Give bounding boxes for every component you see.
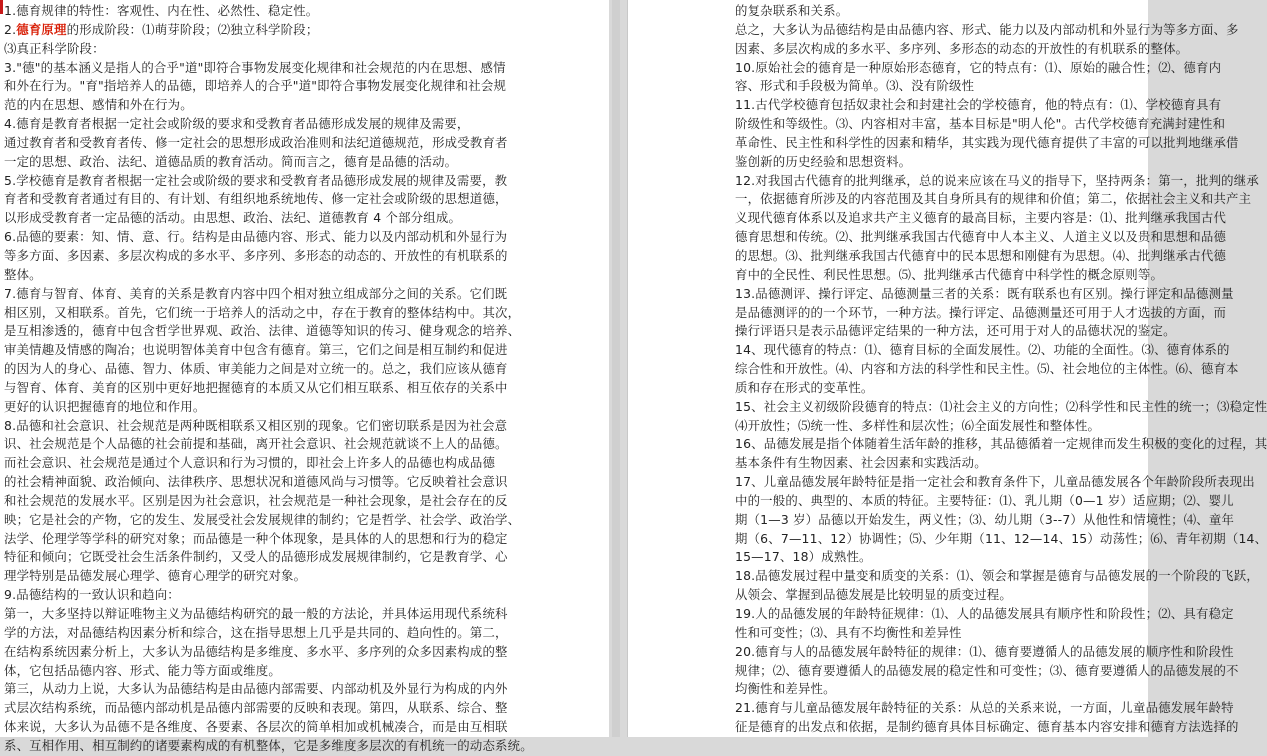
line-prefix: 2. [4, 21, 17, 37]
text-line: 均衡性和差异性。 [735, 681, 836, 697]
text-line: 体，它包括品德内容、形式、能力等方面或维度。 [4, 662, 281, 678]
text-line: 的社会精神面貌、政治倾向、法律秩序、思想状况和道德风尚与习惯等。它反映着社会意识 [4, 474, 508, 490]
text-line: 操行评语只是表示品德评定结果的一种方法，还可用于对人的品德状况的鉴定。 [735, 323, 1176, 339]
text-line: 是品德测评的的一个环节，一种方法。操行评定、品德测量还可用于人才选拔的方面，而 [735, 304, 1227, 320]
right-page-body [735, 2, 1267, 737]
text-line: 学的方法，对品德结构因素分析和综合，这在指导思想上几乎是共同的、趋向性的。第二， [4, 624, 508, 640]
text-line: 11.古代学校德育包括奴隶社会和封建社会的学校德育，他的特点有：⑴、学校德育具有 [735, 97, 1222, 113]
text-line: 和外在行为。"育"指培养人的品德，即培养人的合乎"道"即符合事物发展变化规律和社会规 [4, 78, 507, 94]
text-line: 综合性和开放性。⑷、内容和方法的科学性和民主性。⑸、社会地位的主体性。⑹、德育本 [735, 361, 1239, 377]
text-line: 特征和倾向；它既受社会生活条件制约，又受人的品德形成发展规律制约，它是教育学、心 [4, 549, 508, 565]
text-line: 理学特别是品德发展心理学、德育心理学的研究对象。 [4, 568, 307, 584]
text-line: 相区别，又相联系。首先，它们统一于培养人的活动之中，存在于教育的整体结构中。其次， [4, 304, 521, 320]
text-line: 义现代德育体系以及追求共产主义德育的最高目标，主要内容是：⑴、批判继承我国古代 [735, 210, 1227, 226]
text-line: 育者和受教育者通过有目的、有计划、有组织地系统地传、修一定社会或阶级的思想道德， [4, 191, 508, 207]
text-line: 基本条件有生物因素、社会因素和实践活动。 [735, 455, 987, 471]
highlighted-term: 德育原理 [16, 21, 67, 37]
text-line: 更好的认识把握德育的地位和作用。 [4, 398, 206, 414]
document-page-right [627, 0, 1267, 737]
text-line: 德育思想和传统。⑵、批判继承我国古代德育中人本主义、人道主义以及贵和思想和品德 [735, 229, 1227, 245]
text-line: 中的一般的、典型的、本质的特征。主要特征：⑴、乳儿期（0—1 岁）适应期；⑵、婴儿 [735, 492, 1234, 508]
text-line: 和社会规范的发展水平。区别是因为社会意识，社会规范是一种社会现象，是社会存在的反 [4, 492, 508, 508]
text-line: 从领会、掌握到品德发展是比较明显的质变过程。 [735, 587, 1012, 603]
left-page-body [4, 40, 609, 756]
text-line: 8.品德和社会意识、社会规范是两种既相联系又相区别的现象。它们密切联系是因为社会意 [4, 417, 508, 433]
text-line: 期（1—3 岁）品德以开始发生，两义性；⑶、幼儿期（3--7）从他性和情境性；⑷、童年 [735, 511, 1235, 527]
text-line: 15、社会主义初级阶段德育的特点：⑴社会主义的方向性；⑵科学性和民主性的统一；⑶稳定性 [735, 398, 1267, 414]
text-line: 审美情趣及情感的陶冶；也说明智体美育中包含有德育。第三，它们之间是相互制约和促进 [4, 342, 508, 358]
text-line: 容、形式和手段极为简单。⑶、没有阶级性 [735, 78, 975, 94]
text-line: 18.品德发展过程中量变和质变的关系：⑴、领会和掌握是德育与品德发展的一个阶段的飞跃， [735, 568, 1259, 584]
text-line: 19.人的品德发展的年龄特征规律：⑴、人的品德发展具有顺序性和阶段性；⑵、具有稳定 [735, 606, 1234, 621]
text-line: 的因为人的身心、品德、智力、体质、审美能力之间是对立统一的。总之，我们应该从德育 [4, 361, 508, 377]
text-line: ⑶真正科学阶段： [4, 40, 105, 56]
text-line: 而社会意识、社会规范是通过个人意识和行为习惯的，即社会上许多人的品德也构成品德 [4, 455, 496, 471]
text-line: 7.德育与智育、体育、美育的关系是教育内容中四个相对独立组成部分之间的关系。它们既 [4, 285, 508, 301]
text-line: 1.德育规律的特性：客观性、内在性、必然性、稳定性。 [4, 3, 319, 18]
text-line: 鉴创新的历史经验和思想资料。 [735, 153, 912, 169]
text-line: 17、儿童品德发展年龄特征是指一定社会和教育条件下，儿童品德发展各个年龄阶段所表现出 [735, 474, 1255, 490]
text-line: 12.对我国古代德育的批判继承，总的说来应该在马义的指导下，坚持两条：第一，批判的继承 [735, 172, 1259, 188]
text-line: ⑷开放性；⑸统一性、多样性和层次性；⑹全面发展性和整体性。 [735, 417, 1101, 433]
text-line: 20.德育与人的品德发展年龄特征的规律：⑴、德育要遵循人的品德发展的顺序性和阶段性 [735, 643, 1234, 659]
text-line: 通过教育者和受教育者传、修一定社会的思想形成政治准则和法纪道德规范，形成受教育者 [4, 134, 508, 150]
text-line: 育中的全民性、利民性思想。⑸、批判继承古代德育中科学性的概念原则等。 [735, 266, 1164, 282]
text-line: 15—17、18）成熟性。 [735, 549, 872, 565]
text-line: 一定的思想、政治、法纪、道德品质的教育活动。简而言之，德育是品德的活动。 [4, 153, 458, 169]
text-line: 在结构系统因素分析上，大多认为品德结构是多维度、多水平、多序列的众多因素构成的整 [4, 643, 508, 659]
text-line: 13.品德测评、操行评定、品德测量三者的关系：既有联系也有区别。操行评定和品德测量 [735, 285, 1234, 301]
text-line: 以形成受教育者一定品德的活动。由思想、政治、法纪、道德教育 4 个部分组成。 [4, 210, 462, 226]
red-margin-mark [0, 0, 3, 14]
text-line: 映；它是社会的产物，它的发生、发展受社会发展规律的制约；它是哲学、社会学、政治学、 [4, 511, 521, 527]
text-line: 阶级性和等级性。⑶、内容相对丰富，基本目标是"明人伦"。古代学校德育充满封建性和 [735, 116, 1226, 132]
text-line: 3."德"的基本涵义是指人的合乎"道"即符合事物发展变化规律和社会规范的内在思想、感情 [4, 59, 506, 75]
text-line: 因素、多层次构成的多水平、多序列、多形态的动态的开放性的有机联系的整体。 [735, 40, 1189, 56]
text-line: 21.德育与儿童品德发展年龄特征的关系：从总的关系来说，一方面，儿童品德发展年龄特 [735, 700, 1234, 716]
text-line: 整体。 [4, 266, 42, 282]
text-line: 范的内在思想、感情和外在行为。 [4, 97, 193, 113]
text-line: 的思想。⑶、批判继承我国古代德育中的民本思想和刚健有为思想。⑷、批判继承古代德 [735, 247, 1227, 263]
text-line: 14、现代德育的特点：⑴、德育目标的全面发展性。⑵、功能的全面性。⑶、德育体系的 [735, 342, 1230, 358]
text-line: 16、品德发展是指个体随着生活年龄的推移，其品德循着一定规律而发生积极的变化的过程，其 [735, 436, 1267, 452]
text-line: 5.学校德育是教育者根据一定社会或阶级的要求和受教育者品德形成发展的规律及需要，教 [4, 172, 508, 188]
line-suffix: 的形成阶段：⑴萌芽阶段；⑵独立科学阶段； [66, 21, 319, 37]
text-line: 性和可变性；⑶、具有不均衡性和差异性 [735, 624, 962, 640]
text-line: 的复杂联系和关系。 [735, 3, 849, 18]
text-line: 体来说，大多认为品德不是各维度、各要素、各层次的简单相加或机械凑合，而是由互相联 [4, 719, 508, 735]
text-line: 法学、伦理学等学科的研究对象；而品德是一种个体现象，是具体的人的思想和行为的稳定 [4, 530, 508, 546]
text-line: 规律；⑵、德育要遵循人的品德发展的稳定性和可变性；⑶、德育要遵循人的品德发展的不 [735, 662, 1239, 678]
text-line: 第三，从动力上说，大多认为品德结构是由品德内部需要、内部动机及外显行为构成的内外 [4, 681, 508, 697]
text-line: 4.德育是教育者根据一定社会或阶级的要求和受教育者品德形成发展的规律及需要， [4, 116, 470, 132]
text-line: 9.品德结构的一致认识和趋向： [4, 587, 180, 603]
text-line: 识、社会规范是个人品德的社会前提和基础，离开社会意识、社会规范就谈不上人的品德。 [4, 436, 508, 452]
text-line: 6.品德的要素：知、情、意、行。结构是由品德内容、形式、能力以及内部动机和外显行为 [4, 229, 508, 245]
text-line: 式层次结构系统，而品德内部动机是品德内部需要的反映和表现。第四，从联系、综合、整 [4, 700, 508, 716]
text-line: 与智育、体育、美育的区别中更好地把握德育的本质又从它们相互联系、相互依存的关系中 [4, 379, 508, 395]
text-line: 第一，大多坚持以辩证唯物主义为品德结构研究的最一般的方法论，并具体运用现代系统科 [4, 606, 508, 621]
scrollbar[interactable] [612, 0, 620, 737]
text-line: 系、互相作用、相互制约的诸要素构成的有机整体，它是多维度多层次的有机统一的动态系统。 [4, 737, 533, 753]
text-line: 总之，大多认为品德结构是由品德内容、形式、能力以及内部动机和外显行为等多方面、多 [735, 21, 1239, 37]
text-line: 等多方面、多因素、多层次构成的多水平、多序列、多形态的动态的、开放性的有机联系的 [4, 247, 508, 263]
text-line [4, 21, 504, 40]
text-line: 革命性、民主性和科学性的因素和精华，其实践为现代德育提供了丰富的可以批判地继承借 [735, 134, 1239, 150]
text-line: 一，依据德育所涉及的内容范围及其自身所具有的规律和价值；第二，依据社会主义和共产主 [735, 191, 1252, 207]
text-line: 期（6、7—11、12）协调性；⑸、少年期（11、12—14、15）动荡性；⑹、青年初期（14、 [735, 530, 1267, 546]
document-page-left [0, 0, 609, 753]
text-line: 是互相渗透的，德育中包含哲学世界观、政治、法律、道德等知识的传习、健身观念的培养、 [4, 323, 521, 339]
text-line: 10.原始社会的德育是一种原始形态德育，它的特点有：⑴、原始的融合性；⑵、德育内 [735, 59, 1222, 75]
text-line: 质和存在形式的变革性。 [735, 379, 874, 395]
text-line: 征是德育的出发点和依据，是制约德育具体目标确定、德育基本内容安排和德育方法选择的 [735, 719, 1239, 735]
